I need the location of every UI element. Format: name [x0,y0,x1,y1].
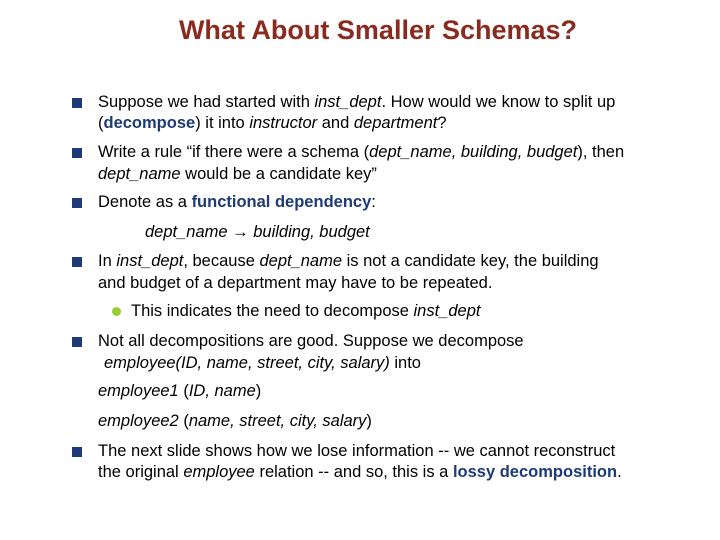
employee2-schema: employee2 (name, street, city, salary) [98,412,372,430]
bullet-3-line: Denote as a functional dependency: [98,193,376,211]
bullet-6-line-2: the original employee relation -- and so, this is a lossy decomposition. [98,463,622,481]
slide-title: What About Smaller Schemas? [178,15,578,45]
bullet-1-line-1: Suppose we had started with inst_dept. How would we know to split up [98,93,616,111]
bullet-2-line-1: Write a rule “if there were a schema (dept_name, building, budget), then [98,143,625,161]
bullet-icon [72,98,82,108]
bullet-icon [72,148,82,158]
bullet-5-line-2: employee(ID, name, street, city, salary) into [104,354,421,372]
sub-bullet-icon [112,307,121,316]
keyword-functional-dependency: functional dependency [191,193,372,211]
bullet-2-line-2: dept_name would be a candidate key” [98,165,377,183]
sub-bullet-line: This indicates the need to decompose inst_dept [131,302,481,320]
bullet-icon [72,198,82,208]
bullet-4-line-1: In inst_dept, because dept_name is not a candidate key, the building [98,252,599,270]
bullet-icon [72,257,82,267]
bullet-icon [72,337,82,347]
fd-example: dept_name → building, budget [145,223,370,241]
keyword-lossy-decomposition: lossy decomposition [452,463,618,481]
keyword-decompose: decompose [103,114,196,132]
bullet-4-line-2: and budget of a department may have to be repeated. [98,274,493,292]
bullet-icon [72,447,82,457]
bullet-1-line-2: (decompose) it into instructor and department? [98,114,447,132]
bullet-5-line-1: Not all decompositions are good. Suppose we decompose [98,332,524,350]
employee1-schema: employee1 (ID, name) [98,382,262,400]
bullet-6-line-1: The next slide shows how we lose information -- we cannot reconstruct [98,442,616,460]
